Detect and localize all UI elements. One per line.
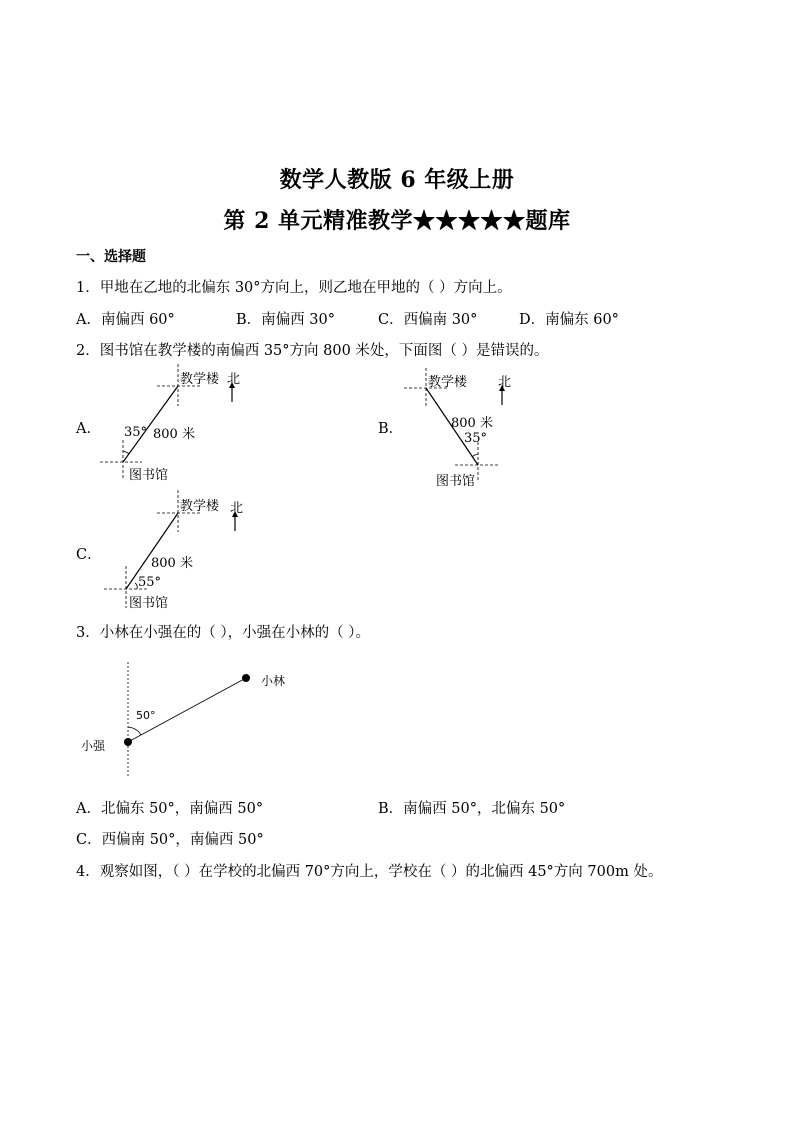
question-4-text: 4．观察如图，（ ）在学校的北偏西 70°方向上，学校在（ ）的北偏西 45°方向 700m 处。 [76,864,663,880]
figure-b-distance-label: 800 米 [451,416,493,431]
figure-c-angle-label: 55° [138,575,162,590]
figure-c-library-label: 图书馆 [129,596,169,611]
figure-c-north-label: 北 [230,501,244,516]
question-1-option-a[interactable]: A．南偏西 60° [76,312,175,328]
figure-a-library-label: 图书馆 [129,468,169,483]
document-title: 数学人教版 6 年级上册 [279,167,515,193]
figure-b-angle-label: 35° [464,431,488,446]
question-3-option-b[interactable]: B．南偏西 50°，北偏东 50° [378,801,566,817]
question-1-option-d[interactable]: D．南偏东 60° [519,312,619,328]
question-1-option-c[interactable]: C．西偏南 30° [378,312,478,328]
q3-point-a [242,674,250,682]
figure-b-letter[interactable]: B． [378,421,404,437]
figure-b-north-label: 北 [498,375,512,390]
figure-b-building-label: 教学楼 [428,375,468,390]
q3-angle-arc [128,727,141,735]
question-1-option-b[interactable]: B．南偏西 30° [236,312,335,328]
figure-c-distance-label: 800 米 [151,556,193,571]
q3-point-b-label: 小强 [81,739,106,753]
question-2-text: 2．图书馆在教学楼的南偏西 35°方向 800 米处，下面图（ ）是错误的。 [76,343,549,359]
q3-point-a-label: 小林 [261,674,286,688]
question-3-text: 3．小林在小强在的（ ），小强在小林的（ ）。 [76,625,370,641]
question-3-option-c[interactable]: C．西偏南 50°，南偏西 50° [76,832,264,848]
figure-a-letter[interactable]: A． [76,421,101,437]
figure-b-library-label: 图书馆 [436,474,476,489]
figure-c-letter[interactable]: C． [76,547,102,563]
figure-a-north-label: 北 [227,372,241,387]
section-title: 一、选择题 [76,249,146,265]
figure-a-building-label: 教学楼 [180,372,220,387]
document-subtitle: 第 2 单元精准教学★★★★★题库 [223,208,571,234]
question-1-text: 1．甲地在乙地的北偏东 30°方向上，则乙地在甲地的（ ）方向上。 [76,280,512,296]
q3-angle-label: 50° [136,709,156,722]
figure-a-distance-label: 800 米 [153,427,195,442]
q3-point-b [124,738,132,746]
question-3-option-a[interactable]: A．北偏东 50°，南偏西 50° [76,801,264,817]
figure-a-angle-label: 35° [124,425,148,440]
figure-c-building-label: 教学楼 [180,499,220,514]
